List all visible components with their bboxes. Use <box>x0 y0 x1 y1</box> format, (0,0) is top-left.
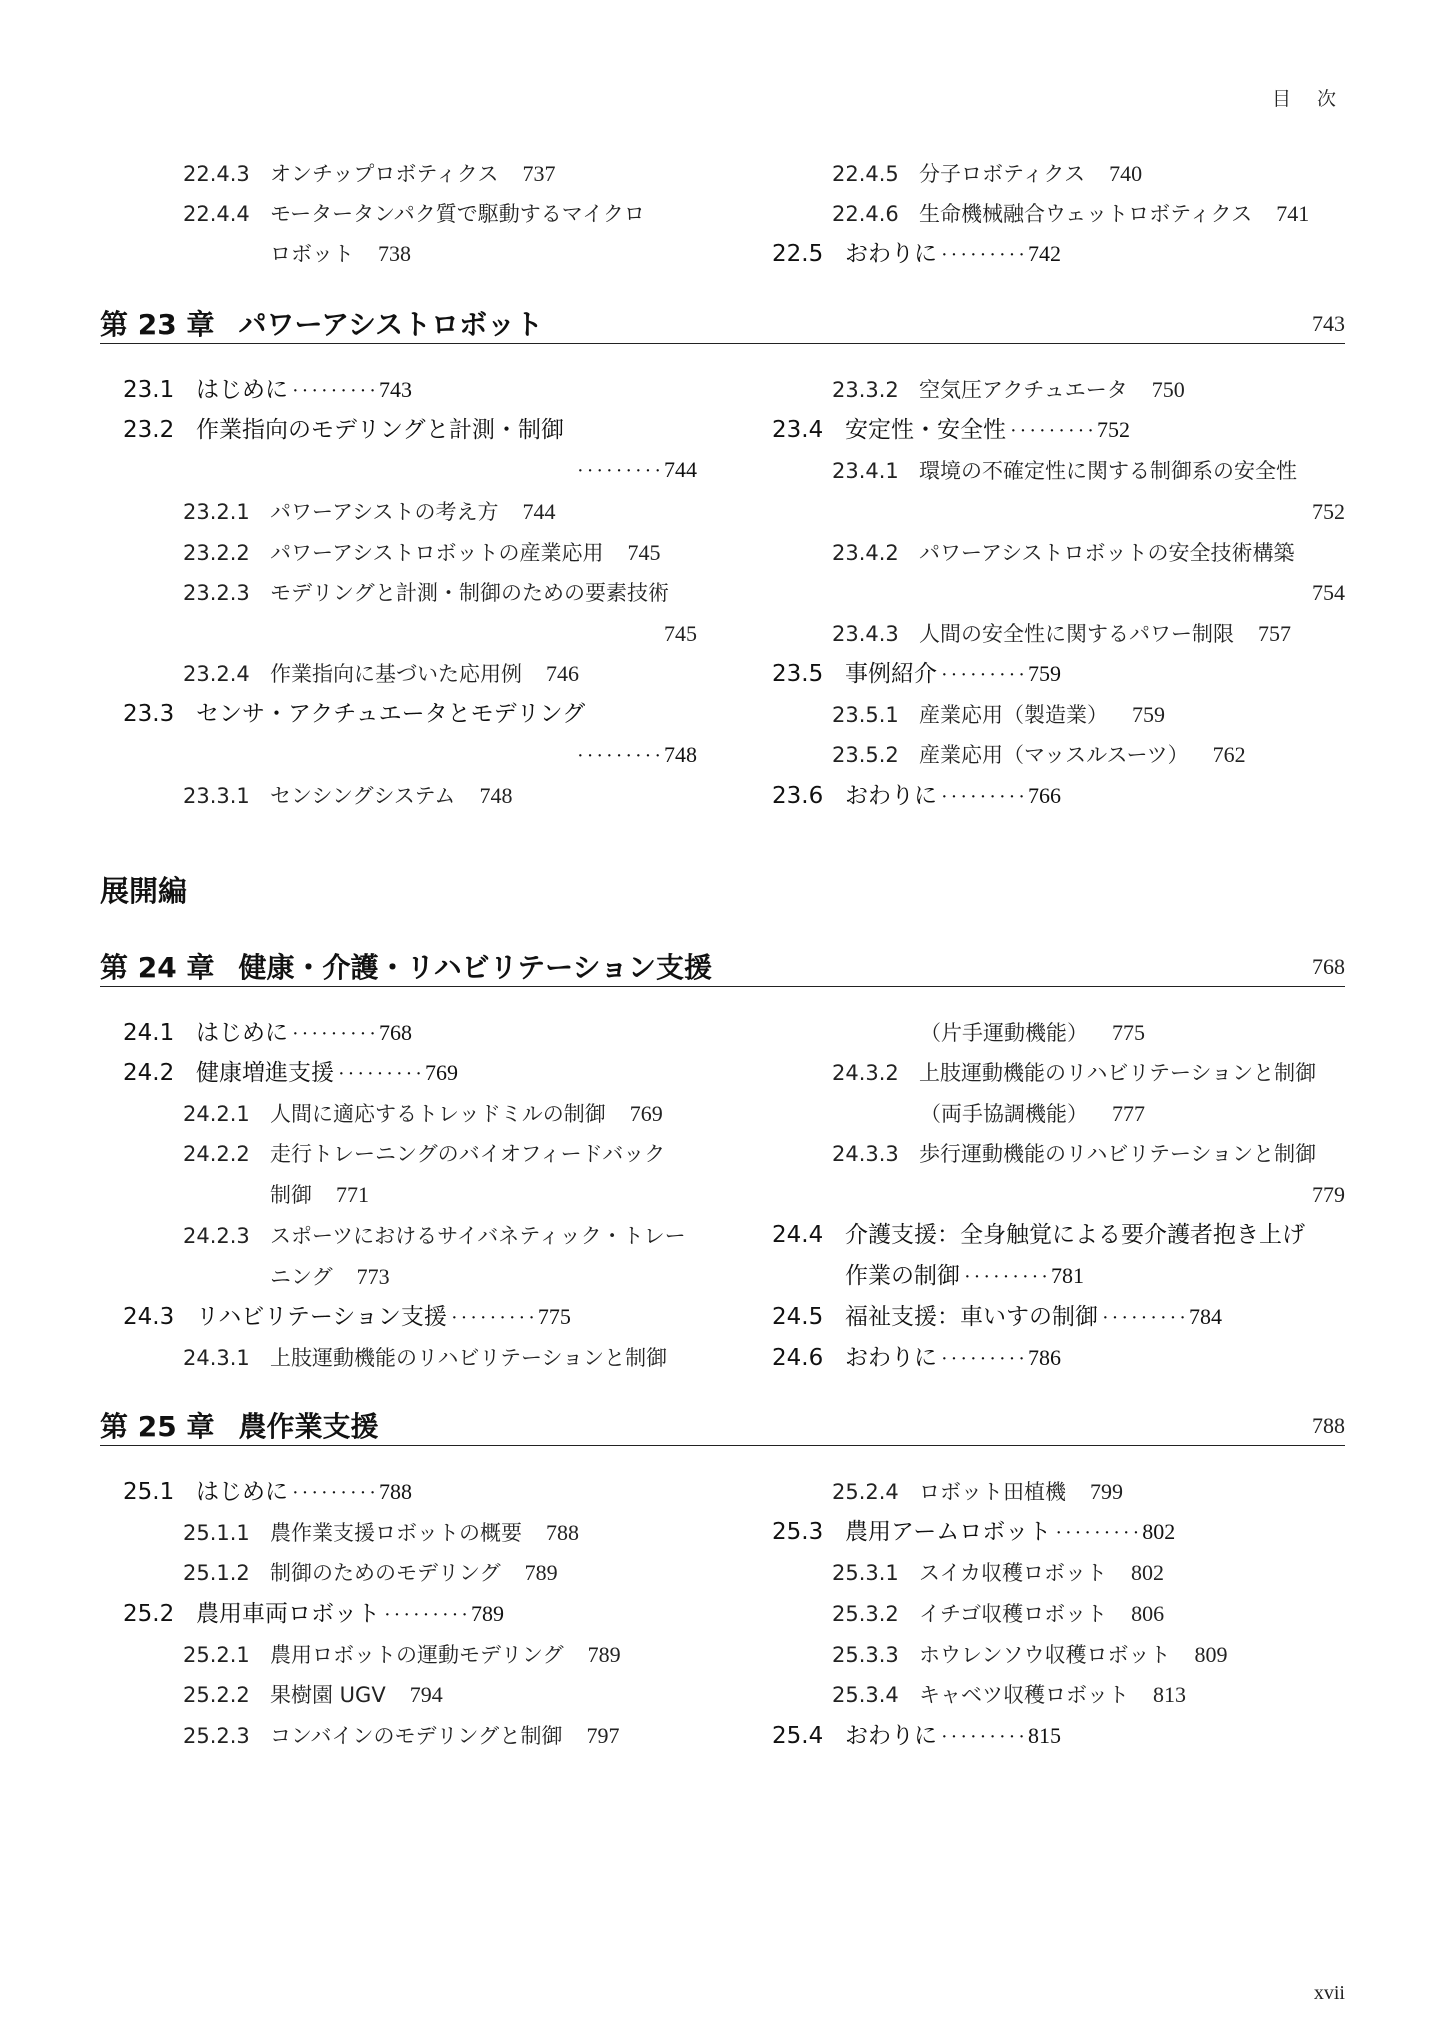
entry-number: 25.2.4 <box>832 1480 899 1504</box>
entry-page: 769 <box>629 1101 663 1126</box>
entry-number: 24.3.3 <box>832 1142 899 1166</box>
entry-number: 23.2.3 <box>183 581 250 605</box>
toc-entry-24-5[interactable] <box>772 1304 1222 1331</box>
toc-entry-25-2-3[interactable] <box>183 1723 620 1749</box>
entry-number: 25.3.3 <box>832 1643 899 1667</box>
toc-entry-23-3[interactable] <box>123 701 585 727</box>
entry-page: 748 <box>479 783 513 808</box>
entry-page: 786 <box>1027 1345 1061 1370</box>
chapter-label: 第 25 章 <box>100 1410 215 1443</box>
entry-title-continued: （両手協調機能） <box>920 1102 1088 1126</box>
chapter-page: 743 <box>1312 311 1345 336</box>
leader-dots: ········· <box>577 460 664 482</box>
entry-page: 802 <box>1130 1560 1164 1585</box>
entry-title: 産業応用（マッスルスーツ） <box>919 743 1189 767</box>
entry-page: 752 <box>1312 499 1345 524</box>
entry-title: ロボット田植機 <box>919 1480 1066 1504</box>
entry-number: 25.3.1 <box>832 1561 899 1585</box>
entry-page: 752 <box>1096 417 1130 442</box>
toc-entry-continuation[interactable] <box>270 1264 390 1290</box>
entry-title: おわりに <box>845 1723 937 1749</box>
toc-entry-24-6[interactable] <box>772 1345 1061 1372</box>
entry-page: 743 <box>378 377 412 402</box>
entry-page: 769 <box>424 1060 458 1085</box>
entry-page: 788 <box>546 1520 579 1545</box>
entry-title: オンチップロボティクス <box>270 162 499 186</box>
entry-title: 安定性・安全性 <box>845 417 1006 443</box>
leader-dots: ········· <box>292 380 379 402</box>
entry-title: パワーアシストの考え方 <box>270 500 499 524</box>
entry-title: 環境の不確定性に関する制御系の安全性 <box>919 459 1297 483</box>
entry-title: 福祉支援：車いすの制御 <box>845 1304 1098 1330</box>
entry-number: 23.5.1 <box>832 703 899 727</box>
entry-title: 健康増進支援 <box>196 1060 334 1086</box>
entry-page: 806 <box>1131 1601 1165 1626</box>
toc-entry-23-2-1[interactable] <box>183 499 555 525</box>
entry-title-continued: ニング <box>270 1265 333 1289</box>
toc-entry-23-2[interactable] <box>123 417 564 443</box>
toc-entry-continuation[interactable] <box>845 1263 1084 1290</box>
toc-entry-continuation[interactable] <box>573 742 697 769</box>
toc-entry-23-2-2[interactable] <box>183 540 660 566</box>
entry-page: 813 <box>1153 1682 1186 1707</box>
entry-number: 24.2.1 <box>183 1102 250 1126</box>
leader-dots: ········· <box>941 1726 1028 1748</box>
entry-page: 742 <box>1027 241 1061 266</box>
leader-dots: ········· <box>941 664 1028 686</box>
entry-title: 走行トレーニングのバイオフィードバック <box>270 1142 666 1166</box>
entry-title: 作業指向のモデリングと計測・制御 <box>196 417 564 443</box>
toc-entry-25-2-2[interactable] <box>183 1682 443 1708</box>
chapter-label: 第 24 章 <box>100 951 215 984</box>
entry-title: 農作業支援ロボットの概要 <box>270 1521 522 1545</box>
entry-number: 25.1 <box>123 1479 175 1505</box>
entry-page: 784 <box>1188 1304 1222 1329</box>
entry-title: おわりに <box>845 1345 937 1371</box>
toc-entry-22-4-5[interactable] <box>832 161 1142 187</box>
entry-title-continued: （片手運動機能） <box>920 1021 1088 1045</box>
entry-page: 789 <box>524 1560 558 1585</box>
entry-number: 25.2.2 <box>183 1683 250 1707</box>
entry-page: 759 <box>1132 702 1165 727</box>
entry-number: 23.4.1 <box>832 459 899 483</box>
entry-title: おわりに <box>845 241 937 267</box>
leader-dots: ········· <box>941 1348 1028 1370</box>
entry-page: 757 <box>1258 621 1291 646</box>
toc-entry-24-3[interactable] <box>123 1304 571 1331</box>
entry-number: 24.4 <box>772 1222 824 1248</box>
entry-title: おわりに <box>845 783 937 809</box>
entry-title: 農用車両ロボット <box>196 1601 380 1627</box>
entry-number: 25.1.1 <box>183 1521 250 1545</box>
entry-number: 23.2.2 <box>183 541 250 565</box>
entry-number: 24.2.2 <box>183 1142 250 1166</box>
entry-number: 23.4 <box>772 417 824 443</box>
entry-page: 789 <box>587 1642 621 1667</box>
toc-entry-25-2-1[interactable] <box>183 1642 621 1668</box>
entry-number: 25.1.2 <box>183 1561 250 1585</box>
entry-page: 762 <box>1212 742 1246 767</box>
entry-number: 23.2.4 <box>183 662 250 686</box>
toc-entry-22-4-4[interactable] <box>183 201 645 227</box>
entry-title: リハビリテーション支援 <box>196 1304 447 1330</box>
toc-entry-continuation[interactable] <box>270 241 411 267</box>
entry-number: 23.6 <box>772 783 824 809</box>
toc-entry-25-3-1[interactable] <box>832 1560 1164 1586</box>
toc-entry-continuation[interactable] <box>270 1182 369 1208</box>
entry-title: 介護支援：全身触覚による要介護者抱き上げ <box>845 1222 1305 1248</box>
leader-dots: ········· <box>384 1604 471 1626</box>
entry-number: 24.2.3 <box>183 1224 250 1248</box>
entry-page: 738 <box>378 241 411 266</box>
toc-entry-25-1[interactable] <box>123 1479 412 1506</box>
entry-page: 750 <box>1151 377 1185 402</box>
chapter-title: 健康・介護・リハビリテーション支援 <box>238 951 712 984</box>
toc-entry-24-3-2[interactable] <box>832 1060 1316 1086</box>
entry-title: 空気圧アクチュエータ <box>919 378 1128 402</box>
entry-page: 799 <box>1090 1479 1123 1504</box>
toc-entry-23-4-2[interactable] <box>832 540 1294 566</box>
entry-number: 25.3.2 <box>832 1602 899 1626</box>
leader-dots: ········· <box>1010 420 1097 442</box>
entry-page: 809 <box>1194 1642 1228 1667</box>
entry-number: 22.4.5 <box>832 162 899 186</box>
entry-number: 24.3 <box>123 1304 175 1330</box>
toc-entry-25-1-1[interactable] <box>183 1520 579 1546</box>
entry-page: 794 <box>409 1682 443 1707</box>
toc-entry-24-2-3[interactable] <box>183 1223 686 1249</box>
toc-entry-23-5-2[interactable] <box>832 742 1246 768</box>
entry-title: はじめに <box>196 1020 288 1046</box>
toc-entry-24-2-1[interactable] <box>183 1101 663 1127</box>
entry-number: 25.3.4 <box>832 1683 899 1707</box>
entry-title: イチゴ収穫ロボット <box>919 1602 1108 1626</box>
leader-dots: ········· <box>450 1307 538 1329</box>
toc-entry-continuation[interactable] <box>920 1101 1145 1127</box>
entry-title-continued: 制御 <box>270 1183 312 1207</box>
entry-title: 制御のためのモデリング <box>270 1561 501 1585</box>
entry-title: 歩行運動機能のリハビリテーションと制御 <box>919 1142 1317 1166</box>
entry-page: 740 <box>1109 161 1143 186</box>
running-head: 目 次 <box>1271 88 1346 110</box>
entry-title: 上肢運動機能のリハビリテーションと制御 <box>270 1346 668 1370</box>
toc-entry-22-4-3[interactable] <box>183 161 555 187</box>
entry-number: 22.4.4 <box>183 202 250 226</box>
toc-entry-23-3-1[interactable] <box>183 783 512 809</box>
entry-page: 777 <box>1112 1101 1145 1126</box>
entry-number: 23.1 <box>123 377 175 403</box>
toc-entry-23-1[interactable] <box>123 377 412 404</box>
entry-title: ホウレンソウ収穫ロボット <box>919 1643 1171 1667</box>
entry-number: 23.3.2 <box>832 378 899 402</box>
entry-title: スポーツにおけるサイバネティック・トレー <box>270 1224 686 1248</box>
toc-entry-23-5[interactable] <box>772 661 1061 688</box>
entry-page: 802 <box>1142 1519 1176 1544</box>
entry-number: 24.1 <box>123 1020 175 1046</box>
leader-dots: ········· <box>1102 1307 1189 1329</box>
toc-entry-25-2[interactable] <box>123 1601 504 1628</box>
entry-title: モデリングと計測・制御のための要素技術 <box>270 581 669 605</box>
toc-entry-23-5-1[interactable] <box>832 702 1165 728</box>
entry-page: 775 <box>537 1304 571 1329</box>
entry-page: 773 <box>356 1264 390 1289</box>
entry-title: 産業応用（製造業） <box>919 703 1108 727</box>
toc-entry-25-2-4[interactable] <box>832 1479 1123 1505</box>
entry-page: 768 <box>378 1020 412 1045</box>
entry-title: パワーアシストロボットの産業応用 <box>270 541 604 565</box>
entry-number: 24.3.2 <box>832 1061 899 1085</box>
entry-number: 23.4.3 <box>832 622 899 646</box>
entry-page: 745 <box>627 540 661 565</box>
entry-title: パワーアシストロボットの安全技術構築 <box>919 541 1295 565</box>
toc-entry-25-3[interactable] <box>772 1519 1175 1546</box>
entry-page: 815 <box>1027 1723 1061 1748</box>
leader-dots: ········· <box>941 244 1028 266</box>
entry-title: 事例紹介 <box>845 661 937 687</box>
leader-dots: ········· <box>338 1063 425 1085</box>
entry-page: 744 <box>664 457 697 482</box>
toc-entry-23-2-3[interactable] <box>183 580 669 606</box>
chapter-title: 農作業支援 <box>238 1410 379 1443</box>
entry-number: 25.3 <box>772 1519 824 1545</box>
entry-page: 754 <box>1312 580 1345 605</box>
entry-title: 上肢運動機能のリハビリテーションと制御 <box>919 1061 1317 1085</box>
entry-page: 748 <box>664 742 697 767</box>
entry-number: 23.4.2 <box>832 541 899 565</box>
entry-title: センシングシステム <box>270 784 456 808</box>
leader-dots: ········· <box>292 1482 379 1504</box>
toc-entry-24-4[interactable] <box>772 1222 1305 1248</box>
toc-entry-22-4-6[interactable] <box>832 201 1309 227</box>
entry-page: 781 <box>1050 1263 1084 1288</box>
toc-entry-25-3-3[interactable] <box>832 1642 1227 1668</box>
entry-number: 22.4.6 <box>832 202 899 226</box>
toc-entry-25-4[interactable] <box>772 1723 1061 1750</box>
toc-entry-23-3-2[interactable] <box>832 377 1185 403</box>
chapter-title: パワーアシストロボット <box>238 308 544 341</box>
entry-number: 23.3.1 <box>183 784 250 808</box>
entry-page: 797 <box>586 1723 620 1748</box>
entry-number: 23.2.1 <box>183 500 250 524</box>
toc-entry-23-4-3[interactable] <box>832 621 1291 647</box>
entry-number: 25.2.1 <box>183 1643 250 1667</box>
entry-number: 24.3.1 <box>183 1346 250 1370</box>
toc-entry-continuation[interactable] <box>573 457 697 484</box>
entry-title: スイカ収穫ロボット <box>919 1561 1107 1585</box>
leader-dots: ········· <box>1055 1522 1143 1544</box>
chapter-heading-25[interactable] <box>100 1405 1345 1446</box>
entry-title: 人間の安全性に関するパワー制限 <box>919 622 1234 646</box>
entry-number: 22.4.3 <box>183 162 250 186</box>
entry-page: 737 <box>522 161 556 186</box>
entry-title-continued: 作業の制御 <box>845 1263 960 1289</box>
toc-entry-24-2-2[interactable] <box>183 1141 665 1167</box>
entry-number: 24.2 <box>123 1060 175 1086</box>
entry-page: 789 <box>470 1601 504 1626</box>
entry-number: 23.2 <box>123 417 175 443</box>
entry-title: 人間に適応するトレッドミルの制御 <box>270 1102 606 1126</box>
toc-entry-24-3-3[interactable] <box>832 1141 1316 1167</box>
entry-title: 果樹園 UGV <box>270 1683 386 1707</box>
chapter-page: 768 <box>1312 954 1345 979</box>
entry-number: 25.4 <box>772 1723 824 1749</box>
entry-page: 746 <box>546 661 579 686</box>
entry-number: 22.5 <box>772 241 824 267</box>
toc-entry-23-4-1[interactable] <box>832 458 1297 484</box>
entry-title: モータータンパク質で駆動するマイクロ <box>270 202 645 226</box>
entry-page: 779 <box>1312 1182 1345 1207</box>
entry-page: 775 <box>1112 1020 1145 1045</box>
toc-entry-continuation[interactable] <box>920 1020 1145 1046</box>
leader-dots: ········· <box>964 1266 1051 1288</box>
toc-entry-23-4[interactable] <box>772 417 1130 444</box>
entry-title: 作業指向に基づいた応用例 <box>270 662 522 686</box>
toc-entry-25-3-2[interactable] <box>832 1601 1164 1627</box>
entry-title: コンバインのモデリングと制御 <box>270 1724 563 1748</box>
entry-title: 生命機械融合ウェットロボティクス <box>919 202 1253 226</box>
leader-dots: ········· <box>577 745 664 767</box>
toc-entry-24-3-1[interactable] <box>183 1345 667 1371</box>
entry-page: 766 <box>1027 783 1061 808</box>
toc-entry-22-5[interactable] <box>772 241 1061 268</box>
entry-page: 771 <box>336 1182 369 1207</box>
entry-number: 24.5 <box>772 1304 824 1330</box>
chapter-label: 第 23 章 <box>100 308 215 341</box>
entry-page: 759 <box>1027 661 1061 686</box>
entry-number: 25.2.3 <box>183 1724 250 1748</box>
entry-number: 23.5.2 <box>832 743 899 767</box>
entry-number: 23.5 <box>772 661 824 687</box>
chapter-heading-24[interactable] <box>100 946 1345 987</box>
toc-entry-25-3-4[interactable] <box>832 1682 1186 1708</box>
entry-title: はじめに <box>196 377 288 403</box>
entry-page: 745 <box>664 621 697 646</box>
entry-page: 788 <box>378 1479 412 1504</box>
entry-title-continued: ロボット <box>270 242 354 266</box>
entry-number: 24.6 <box>772 1345 824 1371</box>
part-heading[interactable]: 展開編 <box>100 874 188 908</box>
entry-title: センサ・アクチュエータとモデリング <box>196 701 586 727</box>
entry-title: 分子ロボティクス <box>919 162 1086 186</box>
toc-entry-25-1-2[interactable] <box>183 1560 558 1586</box>
entry-number: 23.3 <box>123 701 175 727</box>
toc-entry-24-1[interactable] <box>123 1020 412 1047</box>
leader-dots: ········· <box>292 1023 379 1045</box>
entry-page: 741 <box>1276 201 1310 226</box>
chapter-page: 788 <box>1312 1413 1345 1438</box>
entry-title: はじめに <box>196 1479 288 1505</box>
page-number: xvii <box>1313 1982 1345 2004</box>
chapter-heading-23[interactable] <box>100 303 1345 344</box>
entry-title: 農用ロボットの運動モデリング <box>270 1643 564 1667</box>
toc-entry-23-2-4[interactable] <box>183 661 579 687</box>
entry-title: 農用アームロボット <box>845 1519 1052 1545</box>
leader-dots: ········· <box>941 786 1028 808</box>
entry-title: キャベツ収穫ロボット <box>919 1683 1129 1707</box>
entry-number: 25.2 <box>123 1601 175 1627</box>
toc-entry-24-2[interactable] <box>123 1060 458 1087</box>
entry-page: 744 <box>522 499 556 524</box>
toc-entry-23-6[interactable] <box>772 783 1061 810</box>
